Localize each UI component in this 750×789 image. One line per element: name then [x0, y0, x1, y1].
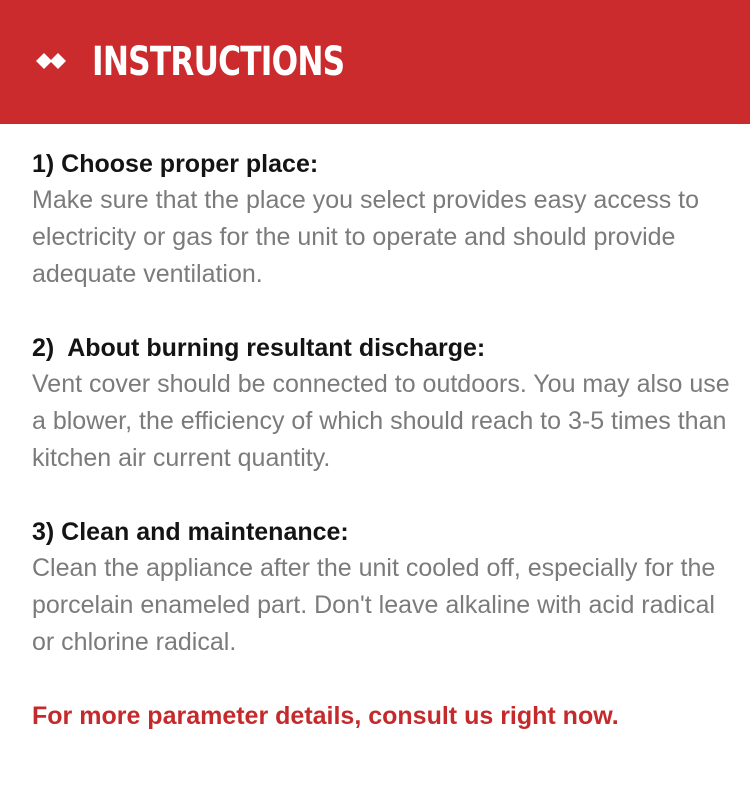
page-title: INSTRUCTIONS	[92, 39, 345, 85]
section-title: 2) About burning resultant discharge:	[32, 334, 486, 362]
section-body: Clean the appliance after the unit cooled off, especially for the porcelain enameled part. Don't leave alkaline with acid radical or chlorine radical.	[32, 554, 716, 656]
section-title: 3) Clean and maintenance:	[32, 518, 349, 546]
section-title: 1) Choose proper place:	[32, 150, 319, 178]
instruction-section-2	[32, 330, 732, 477]
instruction-section-3	[32, 514, 732, 661]
section-body: Make sure that the place you select provides easy access to electricity or gas for the unit to operate and should provide adequate ventilation.	[32, 186, 700, 288]
section-body: Vent cover should be connected to outdoors. You may also use a blower, the efficiency of which should reach to 3-5 times than kitchen air current quantity.	[32, 370, 730, 472]
double-diamond-icon	[36, 49, 74, 73]
header-banner	[0, 0, 750, 124]
instruction-section-1	[32, 146, 732, 293]
instructions-content	[32, 146, 732, 734]
consult-cta-text: For more parameter details, consult us right now.	[32, 702, 619, 730]
